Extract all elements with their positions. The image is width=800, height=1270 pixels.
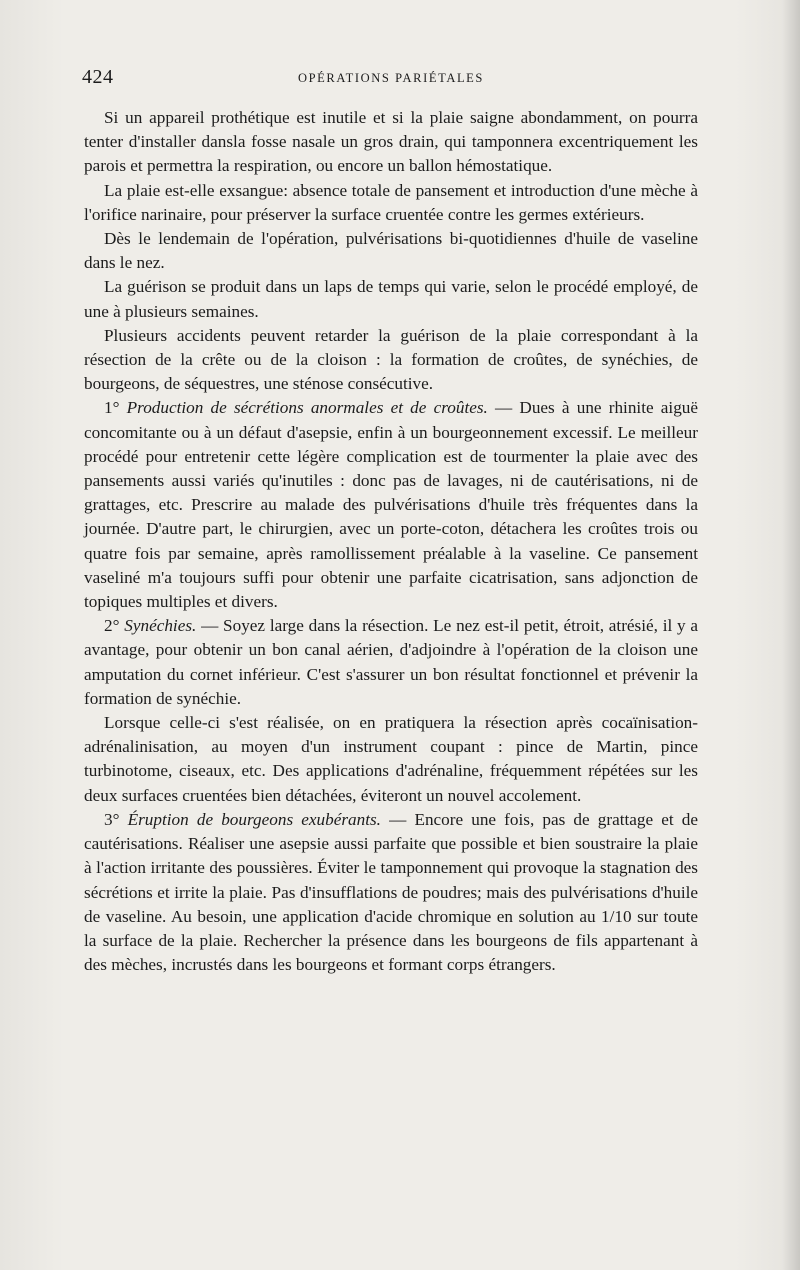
section-text: — Dues à une rhinite aiguë concomitante ou à un défaut d'asepsie, enfin à un bourgeonnement excessif. Le meilleur procédé pour entretenir cette légère complication est de tourmenter la plaie avec des pansements aussi variés qu'inutiles : donc pas de lavages, ni de cautérisations, ni de grattages, etc. Prescrire au malade des pulvérisations d'huile très fréquentes dans la journée. D'autre part, le chirurgien, avec un porte-coton, détachera les croûtes trois ou quatre fois par semaine, après ramollissement préalable à la vaseline. Ce pansement vaseliné m'a toujours suffi pour obtenir une parfaite cicatrisation, sans adjonction de topiques multiples et divers. xyxy=(84,398,699,612)
section-heading: Production de sécrétions anormales et de croûtes. xyxy=(126,398,488,418)
section-number: 3° xyxy=(104,809,120,829)
section-number: 2° xyxy=(104,616,120,636)
page-header xyxy=(82,66,700,92)
section-text: — Soyez large dans la résection. Le nez est-il petit, étroit, atrésié, il y a avantage, pour obtenir un bon canal aérien, d'adjoindre à l'opération de la cloison une amputation du cornet inférieur. C'est s'assurer un bon résultat fonctionnel et prévenir la formation de synéchie. xyxy=(84,616,699,708)
page-number: 424 xyxy=(82,66,114,88)
paragraph-exsangue: La plaie est-elle exsangue: absence totale de pansement et introduction d'une mèche à l'orifice narinaire, pour préserver la surface cruentée contre les germes extérieurs. xyxy=(84,180,698,224)
paragraph-prosthetic: Si un appareil prothétique est inutile et si la plaie saigne abondamment, on pourra tenter d'installer dansla fosse nasale un gros drain, qui tamponnera excentriquement les parois et permettra la respiration, ou encore un ballon hémostatique. xyxy=(84,108,698,176)
section-heading: Synéchies. xyxy=(124,616,197,636)
paragraph-bourgeons xyxy=(84,808,698,977)
paragraph-accidents: Plusieurs accidents peuvent retarder la guérison de la plaie correspondant à la résection de la crête ou de la cloison : la formation de croûtes, de synéchies, de bourgeons, de séquestres, une sténose consécutive. xyxy=(84,325,698,394)
body-text xyxy=(84,106,698,977)
section-text: — Encore une fois, pas de grattage et de cautérisations. Réaliser une asepsie aussi parfaite que possible et bien soustraire la plaie à l'action irritante des poussières. Éviter le tamponnement qui provoque la stagnation des sécrétions et irrite la plaie. Pas d'insufflations de poudres; mais des pulvérisations d'huile de vaseline. Au besoin, une application d'acide chromique en solution au 1/10 sur toute la surface de la plaie. Rechercher la présence dans les bourgeons de fils appartenant à des mèches, incrustés dans les bourgeons et formant corps étrangers. xyxy=(84,809,699,975)
section-number: 1° xyxy=(104,398,120,418)
paragraph-lendemain: Dès le lendemain de l'opération, pulvérisations bi-quotidiennes d'huile de vaseline dans le nez. xyxy=(84,229,698,273)
paragraph-guerison: La guérison se produit dans un laps de temps qui varie, selon le procédé employé, de une à plusieurs semaines. xyxy=(84,277,698,321)
paragraph-secretions xyxy=(84,396,698,614)
section-heading: Éruption de bourgeons exubérants. xyxy=(127,809,381,829)
running-head: OPÉRATIONS PARIÉTALES xyxy=(298,71,484,85)
page-edge-shadow xyxy=(782,0,800,1270)
paragraph-resection: Lorsque celle-ci s'est réalisée, on en pratiquera la résection après cocaïnisation-adrénalinisation, au moyen d'un instrument coupant : pince de Martin, pince turbinotome, ciseaux, etc. Des applications d'adrénaline, fréquemment répétées sur les deux surfaces cruentées bien détachées, éviteront un nouvel accolement. xyxy=(84,713,698,805)
paragraph-synechies xyxy=(84,614,698,711)
